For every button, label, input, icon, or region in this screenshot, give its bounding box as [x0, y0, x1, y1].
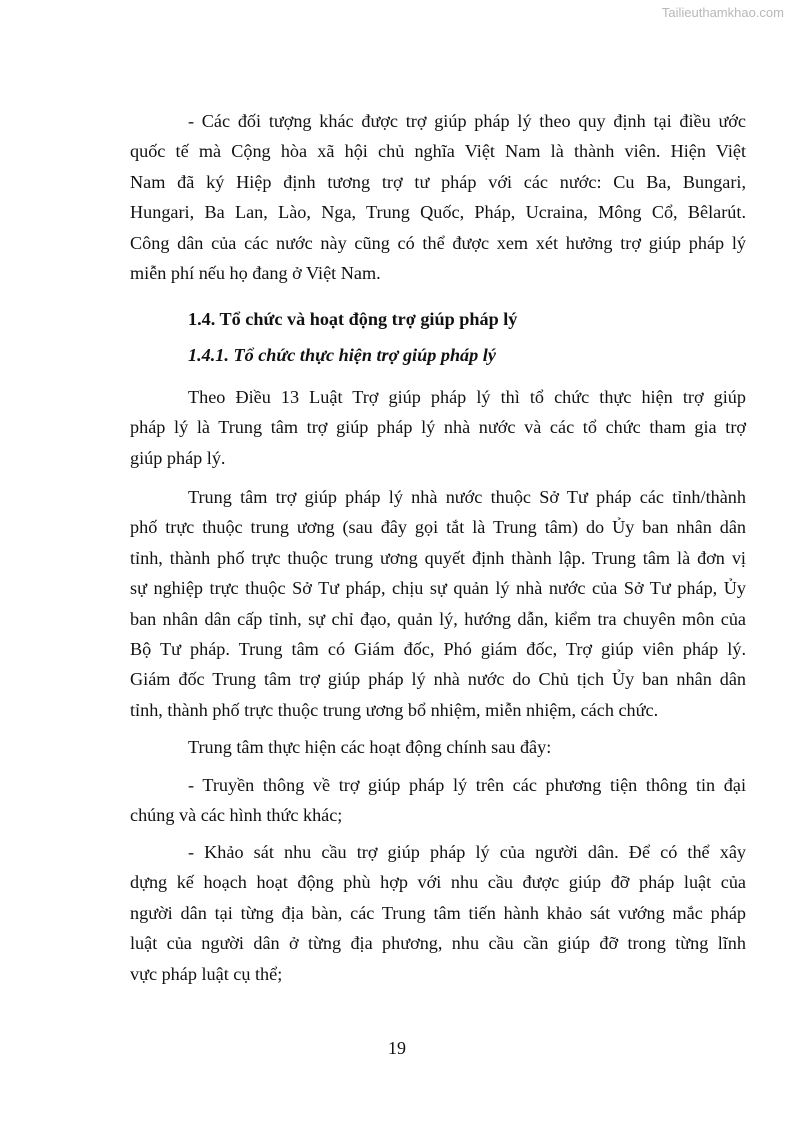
text-line: - Các đối tượng khác được trợ giúp pháp lý theo quy định tại điều ước: [188, 111, 746, 131]
text-line: dựng kế hoạch hoạt động phù hợp với nhu cầu được giúp đỡ pháp luật của: [130, 872, 746, 893]
text-line: Công dân của các nước này cũng có thể được xem xét hưởng trợ giúp pháp lý: [130, 232, 746, 253]
text-line: Trung tâm trợ giúp pháp lý nhà nước thuộc Sở Tư pháp các tỉnh/thành: [188, 487, 746, 507]
text-line: Nam đã ký Hiệp định tương trợ tư pháp với các nước: Cu Ba, Bungari,: [130, 171, 746, 192]
paragraph-activities-intro: [130, 732, 746, 762]
text-line: Trung tâm thực hiện các hoạt động chính sau đây:: [188, 737, 552, 757]
text-line: tỉnh, thành phố trực thuộc trung ương bổ nhiệm, miễn nhiệm, cách chức.: [130, 699, 659, 720]
text-line: tỉnh, thành phố trực thuộc trung ương quyết định thành lập. Trung tâm là đơn vị: [130, 547, 746, 568]
text-line: Theo Điều 13 Luật Trợ giúp pháp lý thì tổ chức thực hiện trợ giúp: [188, 387, 746, 407]
paragraph-center-organization: [130, 482, 746, 725]
text-line: người dân tại từng địa bàn, các Trung tâm tiến hành khảo sát vướng mắc pháp: [130, 902, 746, 923]
page-number: 19: [388, 1038, 406, 1058]
paragraph-communication: [130, 770, 746, 831]
paragraph-article-13: [130, 382, 746, 473]
text-line: pháp lý là Trung tâm trợ giúp pháp lý nhà nước và các tổ chức tham gia trợ: [130, 417, 746, 438]
text-line: sự nghiệp trực thuộc Sở Tư pháp, chịu sự quản lý nhà nước của Sở Tư pháp, Ủy: [130, 578, 746, 599]
text-line: Giám đốc Trung tâm trợ giúp pháp lý nhà nước do Chủ tịch Ủy ban nhân dân: [130, 669, 746, 690]
section-heading: 1.4. Tổ chức và hoạt động trợ giúp pháp lý: [188, 309, 518, 329]
text-line: vực pháp luật cụ thể;: [130, 963, 283, 984]
watermark: Tailieuthamkhao.com: [661, 5, 784, 20]
text-line: quốc tế mà Cộng hòa xã hội chủ nghĩa Việt Nam là thành viên. Hiện Việt: [130, 141, 746, 162]
text-line: miễn phí nếu họ đang ở Việt Nam.: [130, 263, 381, 284]
subsection-heading: 1.4.1. Tổ chức thực hiện trợ giúp pháp lý: [188, 345, 496, 365]
text-line: luật của người dân ở từng địa phương, nhu cầu cần giúp đỡ trong từng lĩnh: [130, 933, 746, 954]
text-line: chúng và các hình thức khác;: [130, 805, 343, 826]
text-line: Hungari, Ba Lan, Lào, Nga, Trung Quốc, Pháp, Ucraina, Mông Cổ, Bêlarút.: [130, 202, 746, 223]
text-line: phố trực thuộc trung ương (sau đây gọi tắt là Trung tâm) do Ủy ban nhân dân: [130, 517, 746, 538]
text-line: Bộ Tư pháp. Trung tâm có Giám đốc, Phó giám đốc, Trợ giúp viên pháp lý.: [130, 639, 746, 660]
text-line: giúp pháp lý.: [130, 447, 226, 468]
text-line: ban nhân dân cấp tỉnh, sự chỉ đạo, quản lý, hướng dẫn, kiểm tra chuyên môn của: [130, 608, 746, 629]
text-line: - Khảo sát nhu cầu trợ giúp pháp lý của người dân. Để có thể xây: [188, 842, 746, 862]
text-line: - Truyền thông về trợ giúp pháp lý trên các phương tiện thông tin đại: [188, 775, 746, 795]
paragraph-survey: [130, 837, 746, 989]
paragraph-other-subjects: [130, 106, 746, 288]
